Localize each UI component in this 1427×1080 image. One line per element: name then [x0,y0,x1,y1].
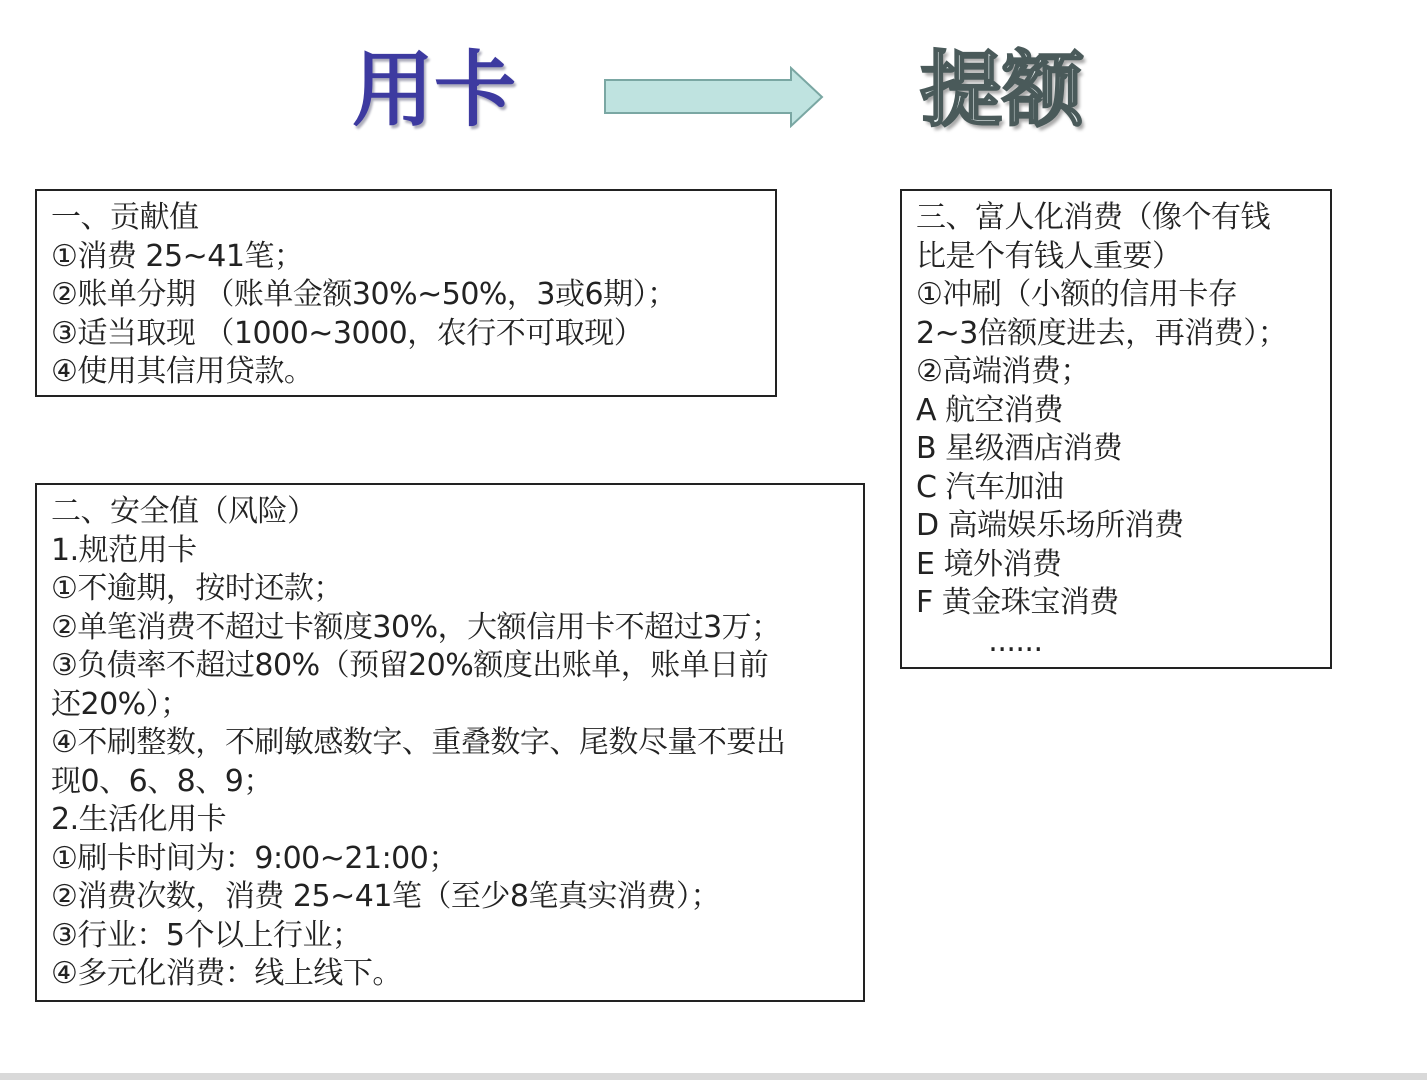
safety-item: 现0、6、8、9； [51,763,273,799]
safety-item: ④多元化消费：线上线下。 [51,956,402,991]
title-raise-limit: 提额 [920,43,1085,138]
safety-item: ④不刷整数，不刷敏感数字、重叠数字、尾数尽量不要出 [51,725,786,760]
safety-item: ③行业：5个以上行业； [51,917,362,953]
rich-item: B 星级酒店消费 [916,431,1123,466]
rich-item: C 汽车加油 [916,469,1064,505]
safety-item: ②单笔消费不超过卡额度30%，大额信用卡不超过3万； [51,609,781,645]
safety-subheading: 2.生活化用卡 [51,802,227,837]
contribution-item: ②账单分期 （账单金额30%~50%，3或6期）； [51,277,677,312]
rich-item: E 境外消费 [916,546,1062,582]
safety-item: ①不逾期，按时还款； [51,571,343,606]
contribution-item: ④使用其信用贷款。 [51,354,314,389]
rich-item: ②高端消费； [916,354,1090,389]
rich-spending-box [900,189,1332,669]
rich-ellipsis: ...... [916,623,1043,659]
safety-item: ②消费次数，消费 25~41笔（至少8笔真实消费）； [51,879,721,914]
contribution-box [35,189,777,397]
right-arrow-icon [603,66,825,128]
contribution-item: ①消费 25~41笔； [51,238,304,274]
safety-item: 还20%）； [51,686,190,722]
rich-heading: 比是个有钱人重要） [916,238,1182,274]
bottom-divider [0,1073,1427,1080]
safety-item: ③负债率不超过80%（预留20%额度出账单，账单日前 [51,648,769,683]
safety-box [35,483,865,1002]
safety-item: ①刷卡时间为：9:00~21:00； [51,840,458,876]
contribution-item: ③适当取现 （1000~3000，农行不可取现） [51,315,644,351]
rich-item: 2~3倍额度进去，再消费）； [916,315,1288,351]
safety-heading: 二、安全值（风险） [51,494,317,529]
safety-subheading: 1.规范用卡 [51,532,197,568]
rich-item: ①冲刷（小额的信用卡存 [916,277,1238,312]
rich-item: F 黄金珠宝消费 [916,585,1119,620]
rich-item: A 航空消费 [916,392,1064,428]
contribution-heading: 一、贡献值 [51,200,199,235]
rich-item: D 高端娱乐场所消费 [916,508,1184,543]
rich-heading: 三、富人化消费（像个有钱 [916,200,1270,235]
title-use-card: 用卡 [352,43,517,138]
